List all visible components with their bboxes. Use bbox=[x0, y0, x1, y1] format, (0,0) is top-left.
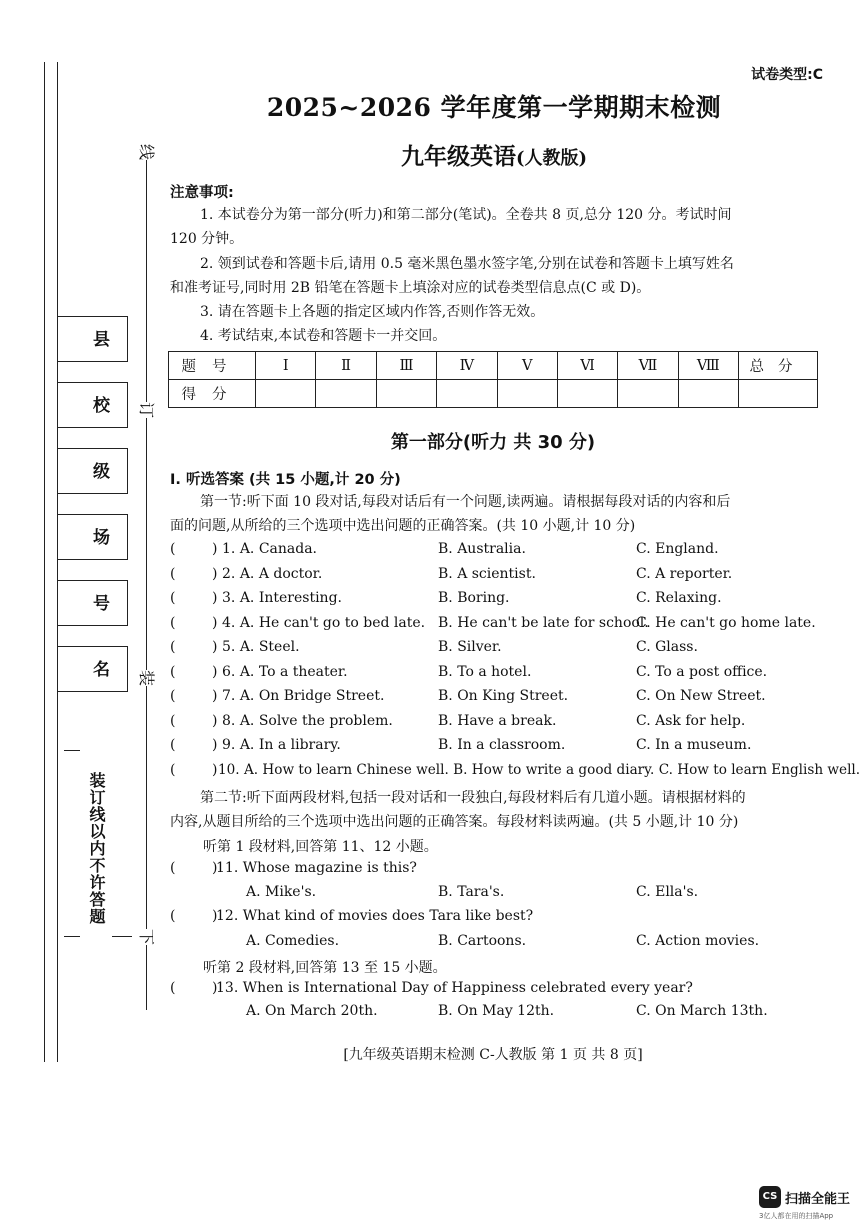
question-number-and-option-a bbox=[222, 566, 322, 582]
class-field[interactable] bbox=[57, 448, 128, 494]
total-score-cell[interactable] bbox=[739, 380, 818, 408]
total-label: 总分 bbox=[739, 352, 818, 380]
note-1-line1: 1. 本试卷分为第一部分(听力)和第二部分(笔试)。全卷共 8 页,总分 120 分。考试时间 bbox=[200, 207, 732, 223]
question-number: 6. bbox=[222, 663, 236, 680]
answer-blank[interactable]: ( bbox=[170, 762, 176, 778]
answer-blank[interactable]: ( bbox=[170, 565, 176, 582]
section1-part1-line2: 面的问题,从所给的三个选项中选出问题的正确答案。(共 10 小题,计 10 分) bbox=[170, 518, 636, 534]
answer-blank-close: ) bbox=[212, 614, 218, 631]
answer-blank[interactable]: ( bbox=[170, 541, 176, 557]
field-label-county: 县 bbox=[93, 330, 110, 350]
binding-dash bbox=[64, 750, 80, 751]
note-3-text: 3. 请在答题卡上各题的指定区域内作答,否则作答无效。 bbox=[200, 304, 545, 320]
answer-blank-close: ) bbox=[212, 688, 218, 704]
option-a: A. Mike's. bbox=[246, 884, 317, 900]
option-a: A. Canada. bbox=[239, 541, 318, 557]
score-cell[interactable] bbox=[376, 380, 436, 408]
binding-dash bbox=[64, 936, 80, 937]
score-cell[interactable] bbox=[678, 380, 738, 408]
binding-dash bbox=[112, 936, 132, 937]
field-label-number: 号 bbox=[93, 594, 110, 614]
section-numeral: Ⅴ bbox=[497, 352, 557, 380]
note-2-line2: 和准考证号,同时用 2B 铅笔在答题卡上填涂对应的试卷类型信息点(C 或 D)。 bbox=[170, 280, 651, 296]
question-options bbox=[170, 884, 830, 908]
score-cell[interactable] bbox=[557, 380, 617, 408]
section-numeral: Ⅷ bbox=[678, 352, 738, 380]
question-12-stem: 12. What kind of movies does Tara like best? bbox=[216, 908, 534, 924]
answer-blank[interactable]: ( bbox=[170, 980, 176, 996]
binding-line bbox=[44, 62, 45, 1062]
option-c: C. A reporter. bbox=[636, 565, 733, 582]
question-row bbox=[170, 762, 861, 786]
question-number-and-option-a bbox=[222, 688, 384, 704]
answer-blank-close: ) bbox=[212, 737, 218, 753]
option-b: B. On May 12th. bbox=[438, 1003, 555, 1019]
question-number-and-option-a bbox=[222, 713, 393, 729]
answer-blank[interactable]: ( bbox=[170, 908, 176, 924]
question-row bbox=[170, 590, 830, 614]
question-number: 5. bbox=[222, 639, 236, 655]
option-b: B. Boring. bbox=[438, 590, 510, 606]
section1-part1-instructions bbox=[170, 490, 820, 538]
question-row bbox=[170, 860, 830, 884]
notes-heading: 注意事项: bbox=[170, 185, 234, 201]
name-field[interactable] bbox=[57, 646, 128, 692]
binding-warning: 装订线以内不许答题 bbox=[87, 772, 106, 925]
question-number: 8. bbox=[222, 712, 236, 729]
question-number-and-option-a bbox=[222, 737, 341, 753]
option-a: A. On Bridge Street. bbox=[239, 688, 385, 704]
cut-mark-staple: 装 bbox=[137, 669, 157, 687]
answer-blank-close: ) bbox=[212, 663, 218, 680]
answer-blank-close: ) bbox=[212, 762, 218, 778]
subject-label: 九年级英语 bbox=[400, 143, 516, 170]
question-number-label: 题号 bbox=[169, 352, 256, 380]
exam-room-field[interactable] bbox=[57, 514, 128, 560]
answer-blank[interactable]: ( bbox=[170, 688, 176, 704]
section-numeral: Ⅶ bbox=[618, 352, 678, 380]
question-10-text: 10. A. How to learn Chinese well. B. How to write a good diary. C. How to learn English well. bbox=[218, 762, 861, 778]
section-numeral: Ⅳ bbox=[437, 352, 497, 380]
section-numeral: Ⅱ bbox=[316, 352, 376, 380]
answer-blank-close: ) bbox=[212, 860, 218, 876]
exam-title: 2025~2026 学年度第一学期期末检测 bbox=[266, 93, 722, 122]
option-c: C. Ella's. bbox=[636, 884, 699, 900]
question-number-and-option-a bbox=[222, 664, 348, 680]
section-numeral: Ⅵ bbox=[557, 352, 617, 380]
question-row bbox=[170, 713, 830, 737]
question-number: 1. bbox=[222, 541, 236, 557]
answer-blank[interactable]: ( bbox=[170, 590, 176, 606]
answer-blank-close: ) bbox=[212, 712, 218, 729]
cs-logo-icon: CS bbox=[759, 1186, 781, 1208]
score-cell[interactable] bbox=[316, 380, 376, 408]
question-11-stem: 11. Whose magazine is this? bbox=[216, 860, 417, 876]
question-13-stem: 13. When is International Day of Happiness celebrated every year? bbox=[216, 980, 693, 996]
option-b: B. To a hotel. bbox=[438, 663, 532, 680]
option-a: A. A doctor. bbox=[239, 565, 323, 582]
answer-blank[interactable]: ( bbox=[170, 712, 176, 729]
material-2-lead: 听第 2 段材料,回答第 13 至 15 小题。 bbox=[203, 960, 447, 976]
option-c: C. Action movies. bbox=[636, 933, 760, 949]
score-cell[interactable] bbox=[618, 380, 678, 408]
question-number-and-option-a bbox=[222, 615, 425, 631]
scanner-tagline: 3亿人都在用的扫描App bbox=[759, 1212, 834, 1220]
option-c: C. To a post office. bbox=[636, 663, 768, 680]
note-3 bbox=[170, 300, 820, 324]
note-2 bbox=[170, 252, 820, 300]
score-cell[interactable] bbox=[256, 380, 316, 408]
option-b: B. A scientist. bbox=[438, 565, 536, 582]
option-b: B. In a classroom. bbox=[438, 737, 566, 753]
option-c: C. On March 13th. bbox=[636, 1003, 768, 1019]
section-numeral: Ⅰ bbox=[256, 352, 316, 380]
field-label-school: 校 bbox=[93, 396, 110, 416]
answer-blank[interactable]: ( bbox=[170, 737, 176, 753]
question-number-and-option-a bbox=[222, 541, 317, 557]
option-a: A. To a theater. bbox=[239, 663, 348, 680]
scanner-watermark bbox=[759, 1186, 855, 1222]
question-number: 4. bbox=[222, 614, 236, 631]
note-1 bbox=[170, 203, 820, 251]
option-a: A. Steel. bbox=[239, 639, 300, 655]
option-c: C. In a museum. bbox=[636, 737, 752, 753]
answer-blank-close: ) bbox=[212, 639, 218, 655]
option-a: A. He can't go to bed late. bbox=[239, 614, 426, 631]
exam-subtitle bbox=[168, 138, 820, 171]
field-label-room: 场 bbox=[93, 528, 110, 548]
field-label-class: 级 bbox=[93, 462, 110, 482]
answer-blank-close: ) bbox=[212, 908, 218, 924]
score-cell[interactable] bbox=[497, 380, 557, 408]
option-b: B. He can't be late for school. bbox=[438, 614, 649, 631]
option-a: A. Comedies. bbox=[246, 933, 340, 949]
paper-type-label: 试卷类型:C bbox=[751, 67, 823, 83]
option-b: B. Silver. bbox=[438, 639, 502, 655]
answer-blank-close: ) bbox=[212, 980, 218, 996]
answer-blank[interactable]: ( bbox=[170, 860, 176, 876]
question-number-and-option-a bbox=[222, 639, 300, 655]
question-number: 7. bbox=[222, 688, 236, 704]
option-b: B. On King Street. bbox=[438, 688, 569, 704]
option-a: A. Solve the problem. bbox=[239, 712, 393, 729]
option-a: A. On March 20th. bbox=[246, 1003, 378, 1019]
section-numeral: Ⅲ bbox=[376, 352, 436, 380]
question-row bbox=[170, 737, 830, 761]
answer-blank[interactable]: ( bbox=[170, 663, 176, 680]
option-c: C. Ask for help. bbox=[636, 712, 746, 729]
cut-mark-line: 线 bbox=[137, 143, 157, 161]
question-number: 2. bbox=[222, 565, 236, 582]
score-table bbox=[168, 351, 818, 408]
question-row bbox=[170, 688, 830, 712]
note-1-line2: 120 分钟。 bbox=[170, 231, 244, 247]
answer-blank[interactable]: ( bbox=[170, 614, 176, 631]
question-number-and-option-a bbox=[222, 590, 342, 606]
question-row bbox=[170, 980, 830, 1004]
note-4 bbox=[170, 324, 820, 348]
page-footer: [九年级英语期末检测 C-人教版 第 1 页 共 8 页] bbox=[343, 1047, 643, 1063]
option-c: C. He can't go home late. bbox=[636, 614, 816, 631]
cut-mark-bind: 订 bbox=[137, 401, 157, 419]
section1-part2-instructions bbox=[170, 786, 820, 834]
question-options bbox=[170, 1003, 830, 1027]
answer-blank-close: ) bbox=[212, 590, 218, 606]
question-row bbox=[170, 908, 830, 932]
material-1-lead: 听第 1 段材料,回答第 11、12 小题。 bbox=[203, 839, 438, 855]
county-field[interactable] bbox=[57, 316, 128, 362]
option-a: A. Interesting. bbox=[239, 590, 342, 606]
score-label: 得分 bbox=[169, 380, 256, 408]
option-a: A. In a library. bbox=[239, 737, 341, 753]
question-options bbox=[170, 933, 830, 957]
note-2-line1: 2. 领到试卷和答题卡后,请用 0.5 毫米黑色墨水签字笔,分别在试卷和答题卡上填写姓名 bbox=[200, 256, 734, 272]
option-b: B. Cartoons. bbox=[438, 933, 527, 949]
edition-label: (人教版) bbox=[515, 148, 588, 169]
answer-blank[interactable]: ( bbox=[170, 639, 176, 655]
option-c: C. Glass. bbox=[636, 639, 698, 655]
score-cell[interactable] bbox=[437, 380, 497, 408]
seat-number-field[interactable] bbox=[57, 580, 128, 626]
answer-blank-close: ) bbox=[212, 565, 218, 582]
section1-title: Ⅰ. 听选答案 (共 15 小题,计 20 分) bbox=[170, 472, 401, 488]
scanner-name: 扫描全能王 bbox=[785, 1192, 851, 1207]
score-table-score-row bbox=[169, 380, 818, 408]
question-row bbox=[170, 566, 830, 590]
question-row bbox=[170, 639, 830, 663]
option-b: B. Australia. bbox=[438, 541, 526, 557]
question-row bbox=[170, 615, 830, 639]
option-c: C. Relaxing. bbox=[636, 590, 722, 606]
section1-part1-line1: 第一节:听下面 10 段对话,每段对话后有一个问题,读两遍。请根据每段对话的内容和后 bbox=[200, 494, 731, 510]
field-label-name: 名 bbox=[93, 660, 110, 680]
option-b: B. Tara's. bbox=[438, 884, 505, 900]
option-c: C. England. bbox=[636, 541, 719, 557]
binding-line bbox=[146, 150, 147, 1010]
cut-mark-below: 下 bbox=[137, 928, 157, 946]
note-4-text: 4. 考试结束,本试卷和答题卡一并交回。 bbox=[200, 328, 447, 344]
binding-line bbox=[57, 62, 58, 1062]
question-row bbox=[170, 664, 830, 688]
question-number: 3. bbox=[222, 590, 236, 606]
answer-blank-close: ) bbox=[212, 541, 218, 557]
option-b: B. Have a break. bbox=[438, 712, 557, 729]
section1-part2-line2: 内容,从题目所给的三个选项中选出问题的正确答案。每段材料读两遍。(共 5 小题,计 10 分) bbox=[170, 814, 739, 830]
question-row bbox=[170, 541, 830, 565]
option-c: C. On New Street. bbox=[636, 688, 766, 704]
school-field[interactable] bbox=[57, 382, 128, 428]
score-table-header-row bbox=[169, 352, 818, 380]
part1-title: 第一部分(听力 共 30 分) bbox=[390, 432, 596, 453]
section1-part2-line1: 第二节:听下面两段材料,包括一段对话和一段独白,每段材料后有几道小题。请根据材料的 bbox=[200, 790, 746, 806]
question-number: 9. bbox=[222, 737, 236, 753]
